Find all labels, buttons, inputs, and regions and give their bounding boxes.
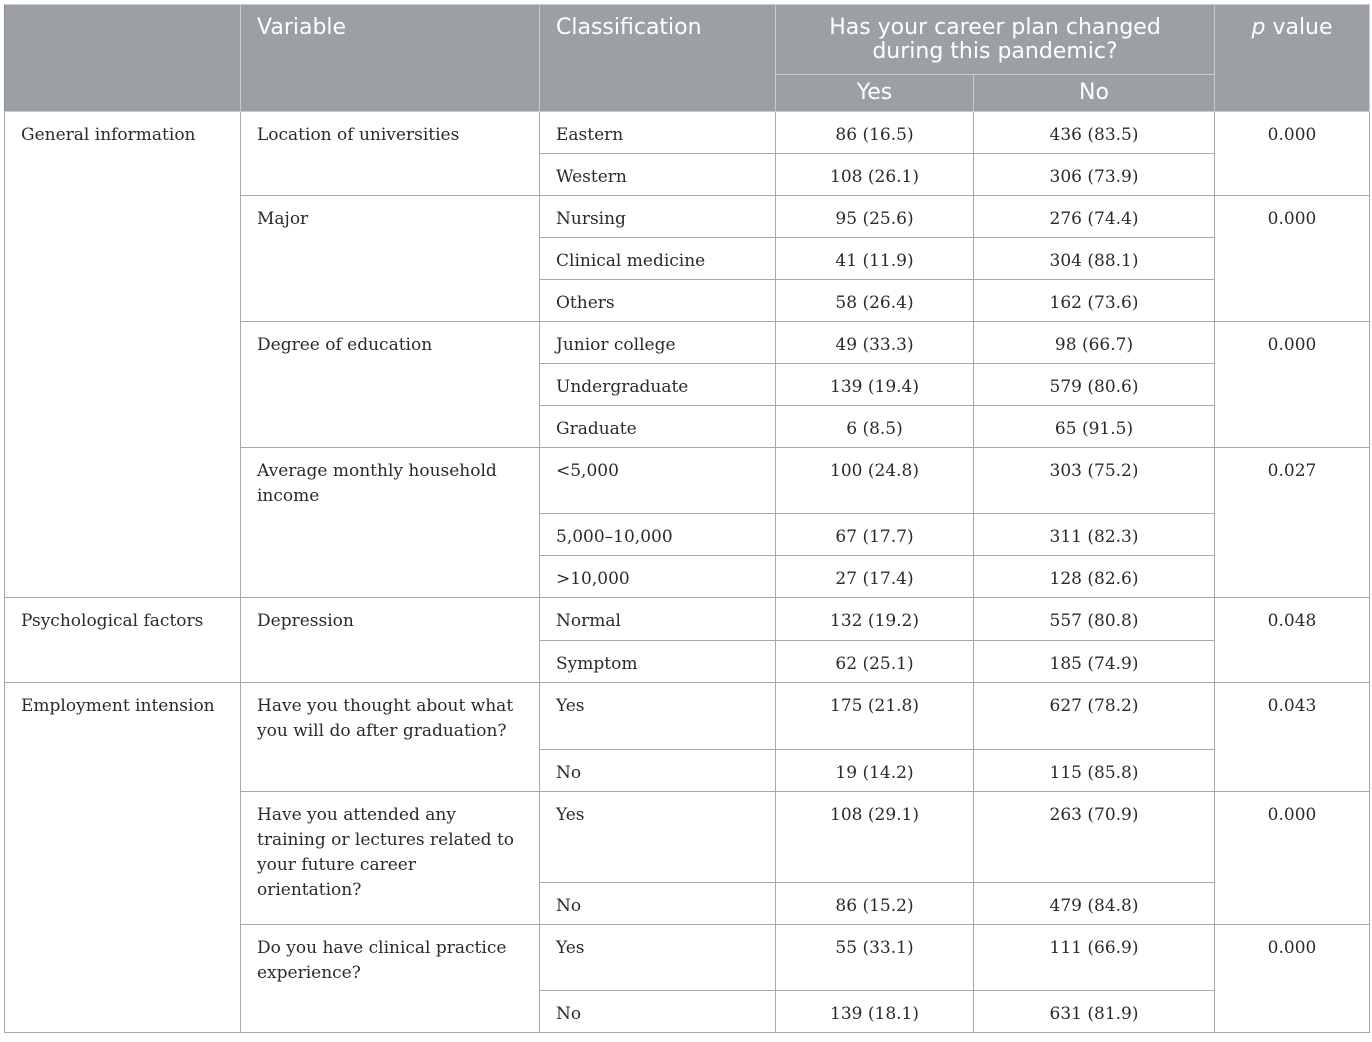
variable-thought: Have you thought about what you will do after graduation? <box>241 683 540 792</box>
yes-cell: 19 (14.2) <box>776 750 974 792</box>
no-cell: 631 (81.9) <box>974 991 1215 1033</box>
variable-training: Have you attended any training or lectures related to your future career orientation? <box>241 792 540 925</box>
no-cell: 98 (66.7) <box>974 322 1215 364</box>
classification-cell: Symptom <box>540 641 776 683</box>
classification-cell: Yes <box>540 925 776 991</box>
no-cell: 128 (82.6) <box>974 556 1215 598</box>
no-cell: 436 (83.5) <box>974 112 1215 154</box>
classification-cell: Clinical medicine <box>540 238 776 280</box>
variable-depression: Depression <box>241 598 540 683</box>
yes-cell: 175 (21.8) <box>776 683 974 750</box>
yes-cell: 55 (33.1) <box>776 925 974 991</box>
classification-cell: No <box>540 991 776 1033</box>
no-cell: 579 (80.6) <box>974 364 1215 406</box>
classification-cell: >10,000 <box>540 556 776 598</box>
no-cell: 303 (75.2) <box>974 448 1215 514</box>
variable-income: Average monthly household income <box>241 448 540 598</box>
p-value-training: 0.000 <box>1215 792 1370 925</box>
yes-cell: 108 (26.1) <box>776 154 974 196</box>
variable-clinical: Do you have clinical practice experience? <box>241 925 540 1033</box>
yes-cell: 67 (17.7) <box>776 514 974 556</box>
table-row <box>5 112 1370 154</box>
classification-cell: <5,000 <box>540 448 776 514</box>
table-row <box>5 598 1370 641</box>
table-row <box>5 683 1370 750</box>
classification-cell: Yes <box>540 683 776 750</box>
classification-cell: No <box>540 750 776 792</box>
yes-cell: 41 (11.9) <box>776 238 974 280</box>
classification-cell: Graduate <box>540 406 776 448</box>
yes-cell: 6 (8.5) <box>776 406 974 448</box>
classification-cell: 5,000–10,000 <box>540 514 776 556</box>
no-cell: 311 (82.3) <box>974 514 1215 556</box>
yes-cell: 132 (19.2) <box>776 598 974 641</box>
yes-cell: 100 (24.8) <box>776 448 974 514</box>
header-blank <box>5 5 241 112</box>
p-value-thought: 0.043 <box>1215 683 1370 792</box>
classification-cell: Nursing <box>540 196 776 238</box>
no-cell: 557 (80.8) <box>974 598 1215 641</box>
no-cell: 111 (66.9) <box>974 925 1215 991</box>
yes-cell: 108 (29.1) <box>776 792 974 883</box>
no-cell: 627 (78.2) <box>974 683 1215 750</box>
yes-cell: 95 (25.6) <box>776 196 974 238</box>
table-container <box>4 4 1370 1033</box>
no-cell: 276 (74.4) <box>974 196 1215 238</box>
group-general: General information <box>5 112 241 598</box>
no-cell: 65 (91.5) <box>974 406 1215 448</box>
p-value-degree: 0.000 <box>1215 322 1370 448</box>
no-cell: 263 (70.9) <box>974 792 1215 883</box>
header-p-italic: p <box>1251 15 1266 40</box>
p-value-depression: 0.048 <box>1215 598 1370 683</box>
group-employment: Employment intension <box>5 683 241 1033</box>
classification-cell: Eastern <box>540 112 776 154</box>
yes-cell: 86 (15.2) <box>776 883 974 925</box>
no-cell: 115 (85.8) <box>974 750 1215 792</box>
group-psych: Psychological factors <box>5 598 241 683</box>
classification-cell: No <box>540 883 776 925</box>
p-value-clinical: 0.000 <box>1215 925 1370 1033</box>
classification-cell: Undergraduate <box>540 364 776 406</box>
header-p-rest: value <box>1265 15 1333 40</box>
variable-major: Major <box>241 196 540 322</box>
classification-cell: Yes <box>540 792 776 883</box>
yes-cell: 139 (18.1) <box>776 991 974 1033</box>
yes-cell: 139 (19.4) <box>776 364 974 406</box>
classification-cell: Normal <box>540 598 776 641</box>
yes-cell: 49 (33.3) <box>776 322 974 364</box>
no-cell: 162 (73.6) <box>974 280 1215 322</box>
p-value-income: 0.027 <box>1215 448 1370 598</box>
header-variable: Variable <box>241 5 540 112</box>
yes-cell: 27 (17.4) <box>776 556 974 598</box>
p-value-location: 0.000 <box>1215 112 1370 196</box>
header-yes: Yes <box>776 75 974 112</box>
variable-degree: Degree of education <box>241 322 540 448</box>
yes-cell: 62 (25.1) <box>776 641 974 683</box>
header-row <box>5 5 1370 75</box>
variable-location: Location of universities <box>241 112 540 196</box>
no-cell: 304 (88.1) <box>974 238 1215 280</box>
no-cell: 185 (74.9) <box>974 641 1215 683</box>
header-no: No <box>974 75 1215 112</box>
classification-cell: Western <box>540 154 776 196</box>
yes-cell: 58 (26.4) <box>776 280 974 322</box>
no-cell: 479 (84.8) <box>974 883 1215 925</box>
career-plan-table <box>4 4 1370 1033</box>
p-value-major: 0.000 <box>1215 196 1370 322</box>
no-cell: 306 (73.9) <box>974 154 1215 196</box>
classification-cell: Junior college <box>540 322 776 364</box>
classification-cell: Others <box>540 280 776 322</box>
yes-cell: 86 (16.5) <box>776 112 974 154</box>
header-p-value <box>1215 5 1370 112</box>
header-question: Has your career plan changed during this pandemic? <box>776 5 1215 75</box>
header-classification: Classification <box>540 5 776 112</box>
